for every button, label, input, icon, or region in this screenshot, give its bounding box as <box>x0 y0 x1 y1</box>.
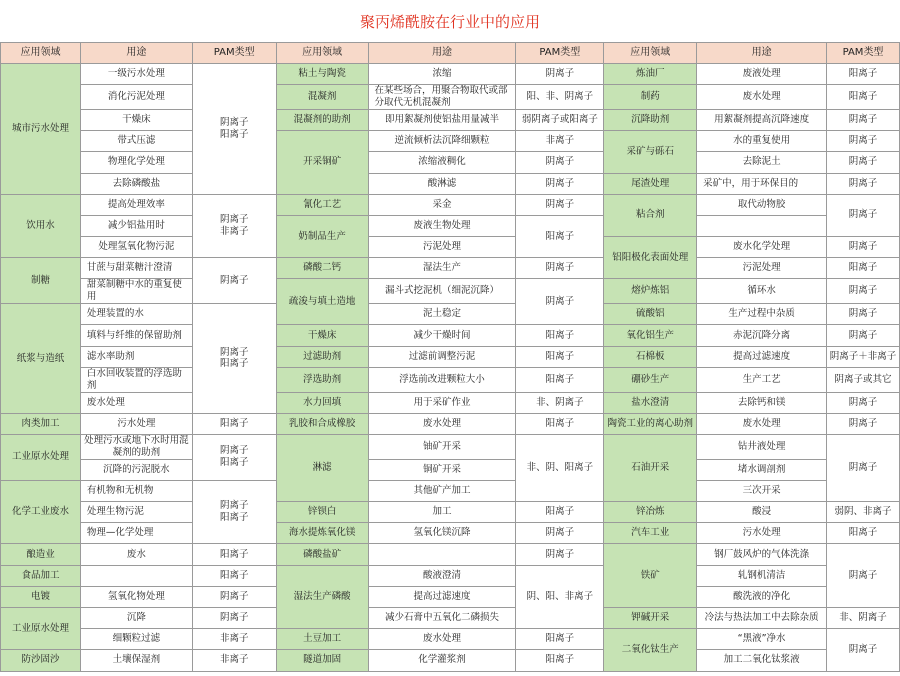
table-cell: 逆流倾析法沉降细颗粒 <box>368 131 516 152</box>
table-cell: 阳离子 <box>827 258 900 279</box>
category-cell: 防沙固沙 <box>1 650 81 671</box>
table-row <box>1 194 900 215</box>
table-cell: 非离子 <box>516 131 604 152</box>
pam-application-table <box>0 42 900 672</box>
category-cell: 隧道加固 <box>276 650 368 671</box>
table-cell: 干燥床 <box>80 109 192 130</box>
category-cell: 制糖 <box>1 258 81 304</box>
table-cell: 阴离子 <box>516 152 604 173</box>
category-cell: 炼油厂 <box>604 64 697 85</box>
header-cell: PAM类型 <box>192 43 276 64</box>
table-cell: 阴离子 阳离子 <box>192 64 276 195</box>
table-cell: 阴离子 <box>827 434 900 501</box>
category-cell: 制药 <box>604 85 697 110</box>
table-cell: 阴离子 <box>827 237 900 258</box>
category-cell: 浮选助剂 <box>276 367 368 392</box>
table-cell: 用于采矿作业 <box>368 392 516 413</box>
table-cell: 堵水调剖剂 <box>697 459 827 480</box>
category-cell: 锌冶炼 <box>604 502 697 523</box>
table-cell: 带式压滤 <box>80 131 192 152</box>
table-cell: 阳离子 <box>516 215 604 257</box>
table-cell: 赤泥沉降分离 <box>697 325 827 346</box>
table-cell: 铀矿开采 <box>368 434 516 459</box>
table-cell: 阴离子 <box>827 152 900 173</box>
category-cell: 磷酸盐矿 <box>276 544 368 565</box>
category-cell: 钾碱开采 <box>604 607 697 628</box>
table-cell: 滤水率助剂 <box>80 346 192 367</box>
category-cell: 硼砂生产 <box>604 367 697 392</box>
category-cell: 硫酸铝 <box>604 304 697 325</box>
table-cell: 一级污水处理 <box>80 64 192 85</box>
table-cell: 采金 <box>368 194 516 215</box>
table-cell: 阳离子 <box>516 413 604 434</box>
category-cell: 电镀 <box>1 586 81 607</box>
table-cell: 污水处理 <box>697 523 827 544</box>
table-cell: 废液处理 <box>697 64 827 85</box>
category-cell: 过滤助剂 <box>276 346 368 367</box>
table-cell: 钻井液处理 <box>697 434 827 459</box>
table-cell: 酸洗液的净化 <box>697 586 827 607</box>
table-cell: 阴离子 <box>827 279 900 304</box>
table-cell: 阴离子 <box>827 304 900 325</box>
category-cell: 疏浚与填土造地 <box>276 279 368 325</box>
table-cell: 阴离子 <box>516 258 604 279</box>
table-cell: 弱阴离子或阳离子 <box>516 109 604 130</box>
table-row <box>1 131 900 152</box>
table-cell: 去除磷酸盐 <box>80 173 192 194</box>
table-cell: 加工 <box>368 502 516 523</box>
table-cell <box>80 565 192 586</box>
table-cell: 白水回收装置的浮选助剂 <box>80 367 192 392</box>
table-cell: 阴离子 阳离子 <box>192 304 276 414</box>
table-cell: 减少石膏中五氧化二磷损失 <box>368 607 516 628</box>
table-cell: 钢厂鼓风炉的气体洗涤 <box>697 544 827 565</box>
table-cell: 提高处理效率 <box>80 194 192 215</box>
table-row <box>1 237 900 258</box>
category-cell: 盐水澄清 <box>604 392 697 413</box>
category-cell: 粘土与陶瓷 <box>276 64 368 85</box>
table-row <box>1 109 900 130</box>
table-cell: 轧钢机清洁 <box>697 565 827 586</box>
table-cell: 废水处理 <box>697 85 827 110</box>
table-cell: 处理氢氧化物污泥 <box>80 237 192 258</box>
table-row <box>1 565 900 586</box>
category-cell: 淋滤 <box>276 434 368 501</box>
table-cell: 浮选前改进颗粒大小 <box>368 367 516 392</box>
table-row <box>1 413 900 434</box>
category-cell: 水力回填 <box>276 392 368 413</box>
table-cell: 废水处理 <box>80 392 192 413</box>
table-cell: 阴离子 <box>192 607 276 628</box>
category-cell: 肉类加工 <box>1 413 81 434</box>
table-cell: 阴离子 <box>516 279 604 325</box>
table-row <box>1 304 900 325</box>
table-cell: 去除钙和镁 <box>697 392 827 413</box>
table-cell: 沉降 <box>80 607 192 628</box>
category-cell: 饮用水 <box>1 194 81 258</box>
table-cell: 有机物和无机物 <box>80 480 192 501</box>
category-cell: 铁矿 <box>604 544 697 608</box>
table-cell: 甜菜制糖中水的重复使用 <box>80 279 192 304</box>
table-cell: 提高过滤速度 <box>368 586 516 607</box>
table-cell: 阴离子 <box>827 544 900 608</box>
table-cell: 阴离子 <box>827 392 900 413</box>
category-cell: 采矿与砾石 <box>604 131 697 173</box>
category-cell: 石棉板 <box>604 346 697 367</box>
category-cell: 氰化工艺 <box>276 194 368 215</box>
table-cell: 酸浸 <box>697 502 827 523</box>
category-cell: 氧化铝生产 <box>604 325 697 346</box>
table-cell: 阴离子 阳离子 <box>192 434 276 480</box>
table-cell: 阳离子 <box>827 523 900 544</box>
table-row <box>1 629 900 650</box>
category-cell: 工业原水处理 <box>1 434 81 480</box>
table-cell: 阴离子或其它 <box>827 367 900 392</box>
table-cell: 用絮凝剂提高沉降速度 <box>697 109 827 130</box>
category-cell: 二氧化钛生产 <box>604 629 697 671</box>
category-cell: 湿法生产磷酸 <box>276 565 368 629</box>
table-cell: 阴离子＋非离子 <box>827 346 900 367</box>
table-cell: 阴离子 <box>827 629 900 671</box>
table-cell: 非离子 <box>192 650 276 671</box>
table-cell: 泥土稳定 <box>368 304 516 325</box>
table-cell: 阴离子 非离子 <box>192 194 276 258</box>
category-cell: 工业原水处理 <box>1 607 81 649</box>
table-row <box>1 586 900 607</box>
table-row <box>1 64 900 85</box>
header-cell: 应用领域 <box>276 43 368 64</box>
category-cell: 石油开采 <box>604 434 697 501</box>
table-row <box>1 480 900 501</box>
table-cell: 浓缩液稠化 <box>368 152 516 173</box>
table-row <box>1 650 900 671</box>
table-cell: 阴离子 <box>827 109 900 130</box>
table-cell: 循环水 <box>697 279 827 304</box>
table-cell: 非、阴离子 <box>827 607 900 628</box>
table-cell: 阴离子 <box>516 173 604 194</box>
table-cell: 阴离子 <box>827 194 900 236</box>
table-cell: 阳离子 <box>516 502 604 523</box>
table-cell: 阳离子 <box>192 413 276 434</box>
table-cell: 阳离子 <box>192 544 276 565</box>
table-row <box>1 502 900 523</box>
table-cell: 沉降的污泥脱水 <box>80 459 192 480</box>
table-cell: 污泥处理 <box>368 237 516 258</box>
table-cell: 酸淋滤 <box>368 173 516 194</box>
table-cell: 阴、阳、非离子 <box>516 565 604 629</box>
table-cell: 浓缩 <box>368 64 516 85</box>
table-cell: 氢氧化物处理 <box>80 586 192 607</box>
table-cell: 阴离子 <box>516 194 604 215</box>
table-cell: 阳离子 <box>827 64 900 85</box>
table-cell: 水的重复使用 <box>697 131 827 152</box>
category-cell: 纸浆与造纸 <box>1 304 81 414</box>
category-cell: 汽车工业 <box>604 523 697 544</box>
table-cell: 废液生物处理 <box>368 215 516 236</box>
category-cell: 铝阳极化表面处理 <box>604 237 697 279</box>
table-cell: 阴离子 <box>827 173 900 194</box>
table-row <box>1 325 900 346</box>
table-cell <box>368 544 516 565</box>
table-cell: 过滤前调整污泥 <box>368 346 516 367</box>
table-row <box>1 215 900 236</box>
category-cell: 粘合剂 <box>604 194 697 236</box>
table-cell: 化学灌浆剂 <box>368 650 516 671</box>
table-cell: 铜矿开采 <box>368 459 516 480</box>
table-cell: 生产过程中杂质 <box>697 304 827 325</box>
table-cell: 非、阴、阳离子 <box>516 434 604 501</box>
table-cell: 污泥处理 <box>697 258 827 279</box>
category-cell: 乳胶和合成橡胶 <box>276 413 368 434</box>
table-row <box>1 459 900 480</box>
table-cell: 生产工艺 <box>697 367 827 392</box>
table-cell: 阳离子 <box>192 565 276 586</box>
table-row <box>1 607 900 628</box>
header-cell: 用途 <box>697 43 827 64</box>
category-cell: 海水提炼氧化镁 <box>276 523 368 544</box>
table-row <box>1 85 900 110</box>
table-cell: 废水处理 <box>368 413 516 434</box>
table-row <box>1 173 900 194</box>
category-cell: 奶制品生产 <box>276 215 368 257</box>
table-cell: 冷法与热法加工中去除杂质 <box>697 607 827 628</box>
table-cell: 细颗粒过滤 <box>80 629 192 650</box>
table-cell: 加工二氧化钛浆液 <box>697 650 827 671</box>
table-cell: 废水化学处理 <box>697 237 827 258</box>
table-row <box>1 544 900 565</box>
table-cell: 甘蔗与甜菜糖汁澄清 <box>80 258 192 279</box>
table-cell: 阴离子 <box>827 413 900 434</box>
category-cell: 土豆加工 <box>276 629 368 650</box>
table-cell: 阳离子 <box>516 650 604 671</box>
header-row <box>1 43 900 64</box>
category-cell: 沉降助剂 <box>604 109 697 130</box>
table-cell: 阳离子 <box>516 346 604 367</box>
category-cell: 开采铜矿 <box>276 131 368 195</box>
table-cell: 非、阴离子 <box>516 392 604 413</box>
table-cell: 物理化学处理 <box>80 152 192 173</box>
table-row <box>1 523 900 544</box>
category-cell: 尾渣处理 <box>604 173 697 194</box>
table-cell: 土壤保湿剂 <box>80 650 192 671</box>
category-cell: 酿造业 <box>1 544 81 565</box>
table-cell: 采矿中，用于环保目的 <box>697 173 827 194</box>
table-cell: 湿法生产 <box>368 258 516 279</box>
table-cell: 阴离子 <box>516 64 604 85</box>
category-cell: 熔炉炼铝 <box>604 279 697 304</box>
table-cell: 阳离子 <box>827 85 900 110</box>
table-cell: 氢氧化镁沉降 <box>368 523 516 544</box>
table-cell: 取代动物胶 <box>697 194 827 215</box>
table-row <box>1 279 900 304</box>
table-cell: 阴离子 <box>516 523 604 544</box>
table-cell: 阴离子 <box>827 131 900 152</box>
table-cell: 消化污泥处理 <box>80 85 192 110</box>
category-cell: 磷酸二钙 <box>276 258 368 279</box>
table-row <box>1 392 900 413</box>
table-cell: 阳离子 <box>516 629 604 650</box>
table-cell: 阳离子 <box>516 325 604 346</box>
category-cell: 陶瓷工业的离心助剂 <box>604 413 697 434</box>
category-cell: 混凝剂的助剂 <box>276 109 368 130</box>
table-cell: 阴离子 <box>516 544 604 565</box>
category-cell: 化学工业废水 <box>1 480 81 544</box>
table-cell: 漏斗式挖泥机（细泥沉降） <box>368 279 516 304</box>
table-cell: 去除泥土 <box>697 152 827 173</box>
table-cell: 处理生物污泥 <box>80 502 192 523</box>
header-cell: 用途 <box>368 43 516 64</box>
table-cell: 阴离子 <box>192 586 276 607</box>
table-cell: 填料与纤维的保留助剂 <box>80 325 192 346</box>
table-row <box>1 152 900 173</box>
table-cell: 处理装置的水 <box>80 304 192 325</box>
header-cell: 应用领域 <box>604 43 697 64</box>
table-cell: 阴离子 <box>827 325 900 346</box>
table-cell: 废水处理 <box>368 629 516 650</box>
header-cell: PAM类型 <box>516 43 604 64</box>
table-cell: 其他矿产加工 <box>368 480 516 501</box>
table-cell: 提高过滤速度 <box>697 346 827 367</box>
category-cell: 城市污水处理 <box>1 64 81 195</box>
table-row <box>1 346 900 367</box>
table-row <box>1 367 900 392</box>
table-cell: 物理—化学处理 <box>80 523 192 544</box>
table-cell: 减少干燥时间 <box>368 325 516 346</box>
header-cell: 应用领域 <box>1 43 81 64</box>
table-cell: 废水处理 <box>697 413 827 434</box>
category-cell: 锌钡白 <box>276 502 368 523</box>
table-cell: 处理污水或地下水时用混凝剂的助剂 <box>80 434 192 459</box>
table-row <box>1 258 900 279</box>
table-cell: 即用絮凝剂使铝盐用量减半 <box>368 109 516 130</box>
table-cell: 酸液澄清 <box>368 565 516 586</box>
table-cell: 三次开采 <box>697 480 827 501</box>
table-cell: 污水处理 <box>80 413 192 434</box>
table-cell: 阴离子 <box>192 258 276 304</box>
table-cell: 阴离子 阳离子 <box>192 480 276 544</box>
table-cell: 阳、非、阴离子 <box>516 85 604 110</box>
table-row <box>1 434 900 459</box>
category-cell: 食品加工 <box>1 565 81 586</box>
header-cell: PAM类型 <box>827 43 900 64</box>
table-cell: 在某些场合，用聚合物取代或部分取代无机混凝剂 <box>368 85 516 110</box>
page-title: 聚丙烯酰胺在行业中的应用 <box>359 12 540 31</box>
table-cell: 废水 <box>80 544 192 565</box>
category-cell: 干燥床 <box>276 325 368 346</box>
table-cell: 非离子 <box>192 629 276 650</box>
table-cell: “黑液”净水 <box>697 629 827 650</box>
category-cell: 混凝剂 <box>276 85 368 110</box>
table-cell: 阳离子 <box>516 367 604 392</box>
table-cell: 弱阴、非离子 <box>827 502 900 523</box>
table-cell: 减少铝盐用时 <box>80 215 192 236</box>
header-cell: 用途 <box>80 43 192 64</box>
